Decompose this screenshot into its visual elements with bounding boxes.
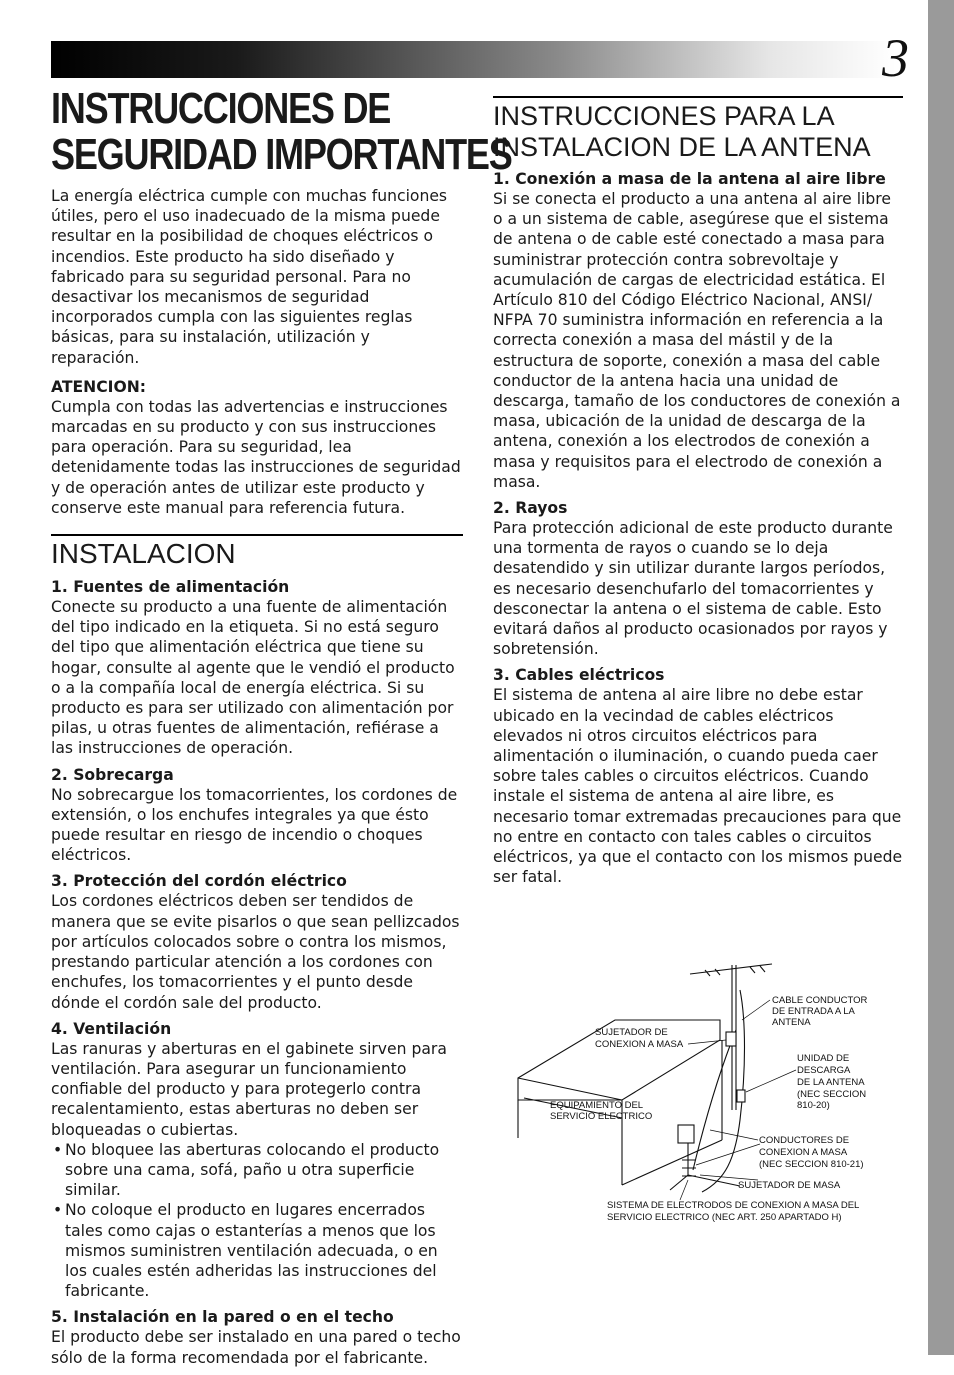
instalacion-item-3 xyxy=(51,872,463,1012)
right-column xyxy=(493,170,903,895)
label-unidad: UNIDAD DE xyxy=(797,1053,850,1064)
label-conductores: (NEC SECCION 810-21) xyxy=(759,1159,864,1170)
label-sistema: SERVICIO ELECTRICO (NEC ART. 250 APARTADO H) xyxy=(607,1212,842,1223)
instalacion-item-1 xyxy=(51,578,463,759)
item-heading: 1. Conexión a masa de la antena al aire libre xyxy=(493,170,886,188)
left-column xyxy=(51,186,463,1375)
header-gradient-bar xyxy=(51,41,896,78)
item-text: El sistema de antena al aire libre no debe estar ubicado en la vecindad de cables eléctricos elevados ni otros circuitos eléctricos para alimentación o iluminación, o cuando pueda caer sobre tales cables o circuitos eléctricos. Cuando instale el sistema de antena al aire libre, es necesario tomar extremadas precauciones para que no entre en contacto con tales cables o circuitos eléctricos, ya que el contacto con los mismos puede ser fatal. xyxy=(493,686,903,887)
atencion-heading: ATENCION: xyxy=(51,377,146,396)
item-text: Los cordones eléctricos deben ser tendidos de manera que se evite pisarlos o que sean pellizcados por artículos colocados sobre o contra los mismos, prestando particular atención a los cordones con enchufes, los tomacorrientes y el punto desde dónde el cordón sale del producto. xyxy=(51,892,460,1012)
item-heading: 2. Sobrecarga xyxy=(51,765,174,784)
page-title xyxy=(51,84,512,179)
instalacion-title: INSTALACION xyxy=(51,534,463,570)
item-text: Si se conecta el producto a una antena al aire libre o a un sistema de cable, asegúrese que el sistema de antena o de cable esté conectado a masa para suministrar protección contra sobrevoltaje y acumulación de cargas de electricidad estática. El Artículo 810 del Código Eléctrico Nacional, ANSI/ NFPA 70 suministra información en referencia a la correcta conexión a masa del mástil y de la estructura de soporte, conexión a masa del cable conductor de la antena hacia una unidad de descarga, tamaño de los conductores de conexión a masa, ubicación de la unidad de descarga de la antena, conexión a los electrodos de conexión a masa y requisitos para el electrodo de conexión a masa. xyxy=(493,190,901,491)
label-sujetador: SUJETADOR DE xyxy=(595,1027,668,1038)
bullet-item: • No bloquee las aberturas colocando el producto sobre una cama, sofá, paño u otra superficie similar. xyxy=(51,1140,463,1201)
atencion-text: Cumpla con todas las advertencias e instrucciones marcadas en su producto y con sus instrucciones para operación. Para su seguridad, lea detenidamente todas las instrucciones de seguridad y de operación antes de utilizar este producto y conserve este manual para referencia futura. xyxy=(51,397,461,517)
label-cable: CABLE CONDUCTOR xyxy=(772,995,868,1006)
page-title-line-2: SEGURIDAD IMPORTANTES xyxy=(51,130,512,179)
antenna-mast xyxy=(670,964,772,1192)
label-sistema: SISTEMA DE ELECTRODOS DE CONEXION A MASA DEL xyxy=(607,1200,860,1211)
label-equipamiento: EQUIPAMIENTO DEL xyxy=(550,1100,644,1111)
item-text: Para protección adicional de este producto durante una tormenta de rayos o cuando se lo deja desatendido y sin utilizar durante largos períodos, es necesario desenchufarlo del tomacorrientes y desconectar la antena o el sistema de cable. Esto evitará daños al producto ocasionados por rayos y sobretensión. xyxy=(493,519,893,659)
item-heading: 5. Instalación en la pared o en el techo xyxy=(51,1308,394,1327)
antena-item-2 xyxy=(493,499,903,659)
label-cable: DE ENTRADA A LA xyxy=(772,1006,855,1017)
page-title-line-1: INSTRUCCIONES DE xyxy=(51,84,391,133)
item-heading: 1. Fuentes de alimentación xyxy=(51,578,290,597)
item-text: No sobrecargue los tomacorrientes, los cordones de extensión, o los enchufes integrales ya que ésto puede resultar en riesgo de incendio o choques eléctricos. xyxy=(51,785,458,865)
item-text: Las ranuras y aberturas en el gabinete sirven para ventilación. Para asegurar un funcionamiento confiable del producto y para protegerlo contra recalentamiento, estas aberturas no deben ser bloqueadas o cubiertas. xyxy=(51,1039,447,1139)
label-equipamiento: SERVICIO ELECTRICO xyxy=(550,1111,653,1122)
bullet-item: • No coloque el producto en lugares encerrados tales como cajas o estanterías a menos que los mismos suministren ventilación adecuada, o en los cuales estén adheridas las instrucciones del fabricante. xyxy=(51,1200,463,1301)
label-unidad: DE LA ANTENA xyxy=(797,1077,865,1088)
label-conductores: CONEXION A MASA xyxy=(759,1147,848,1158)
instalacion-item-5 xyxy=(51,1308,463,1367)
intro-paragraph: La energía eléctrica cumple con muchas funciones útiles, pero el uso inadecuado de la misma puede resultar en la posibilidad de choques eléctricos o incendios. Este producto ha sido diseñado y fabricado para su seguridad personal. Para no desactivar los mecanismos de seguridad incorporados cumpla con las siguientes reglas básicas, para su instalación, utilización y reparación. xyxy=(51,187,448,367)
instalacion-item-2 xyxy=(51,766,463,866)
label-unidad: DESCARGA xyxy=(797,1065,851,1076)
item-heading: 2. Rayos xyxy=(493,499,568,518)
label-sujetador-masa: SUJETADOR DE MASA xyxy=(738,1180,841,1191)
item-heading: 3. Protección del cordón eléctrico xyxy=(51,872,347,891)
ventilacion-bullets xyxy=(51,1140,463,1302)
antena-title: INSTRUCCIONES PARA LA INSTALACION DE LA ANTENA xyxy=(493,96,903,163)
item-text: Conecte su producto a una fuente de alimentación del tipo indicado en la etiqueta. Si no está seguro del tipo que alimentación eléctrica que tiene su hogar, consulte al agente que le vendió el producto o a la compañía local de energía eléctrica. Si su producto es para ser utilizado con alimentación por pilas, u otras fuentes de alimentación, refiérase a las instrucciones de operación. xyxy=(51,598,455,758)
antena-item-3 xyxy=(493,666,903,887)
item-heading: 4. Ventilación xyxy=(51,1019,172,1038)
label-unidad: 810-20) xyxy=(797,1100,830,1111)
antenna-grounding-diagram xyxy=(510,960,890,1230)
label-sujetador: CONEXION A MASA xyxy=(595,1039,684,1050)
label-cable: ANTENA xyxy=(772,1017,811,1028)
item-heading: 3. Cables eléctricos xyxy=(493,666,665,685)
page-edge-strip xyxy=(928,0,954,1355)
label-unidad: (NEC SECCION xyxy=(797,1089,867,1100)
page-number: 3 xyxy=(882,28,909,88)
instalacion-item-4 xyxy=(51,1020,463,1302)
antena-item-1 xyxy=(493,170,903,492)
item-text: El producto debe ser instalado en una pared o techo sólo de la forma recomendada por el fabricante. xyxy=(51,1328,461,1367)
label-conductores: CONDUCTORES DE xyxy=(759,1135,850,1146)
